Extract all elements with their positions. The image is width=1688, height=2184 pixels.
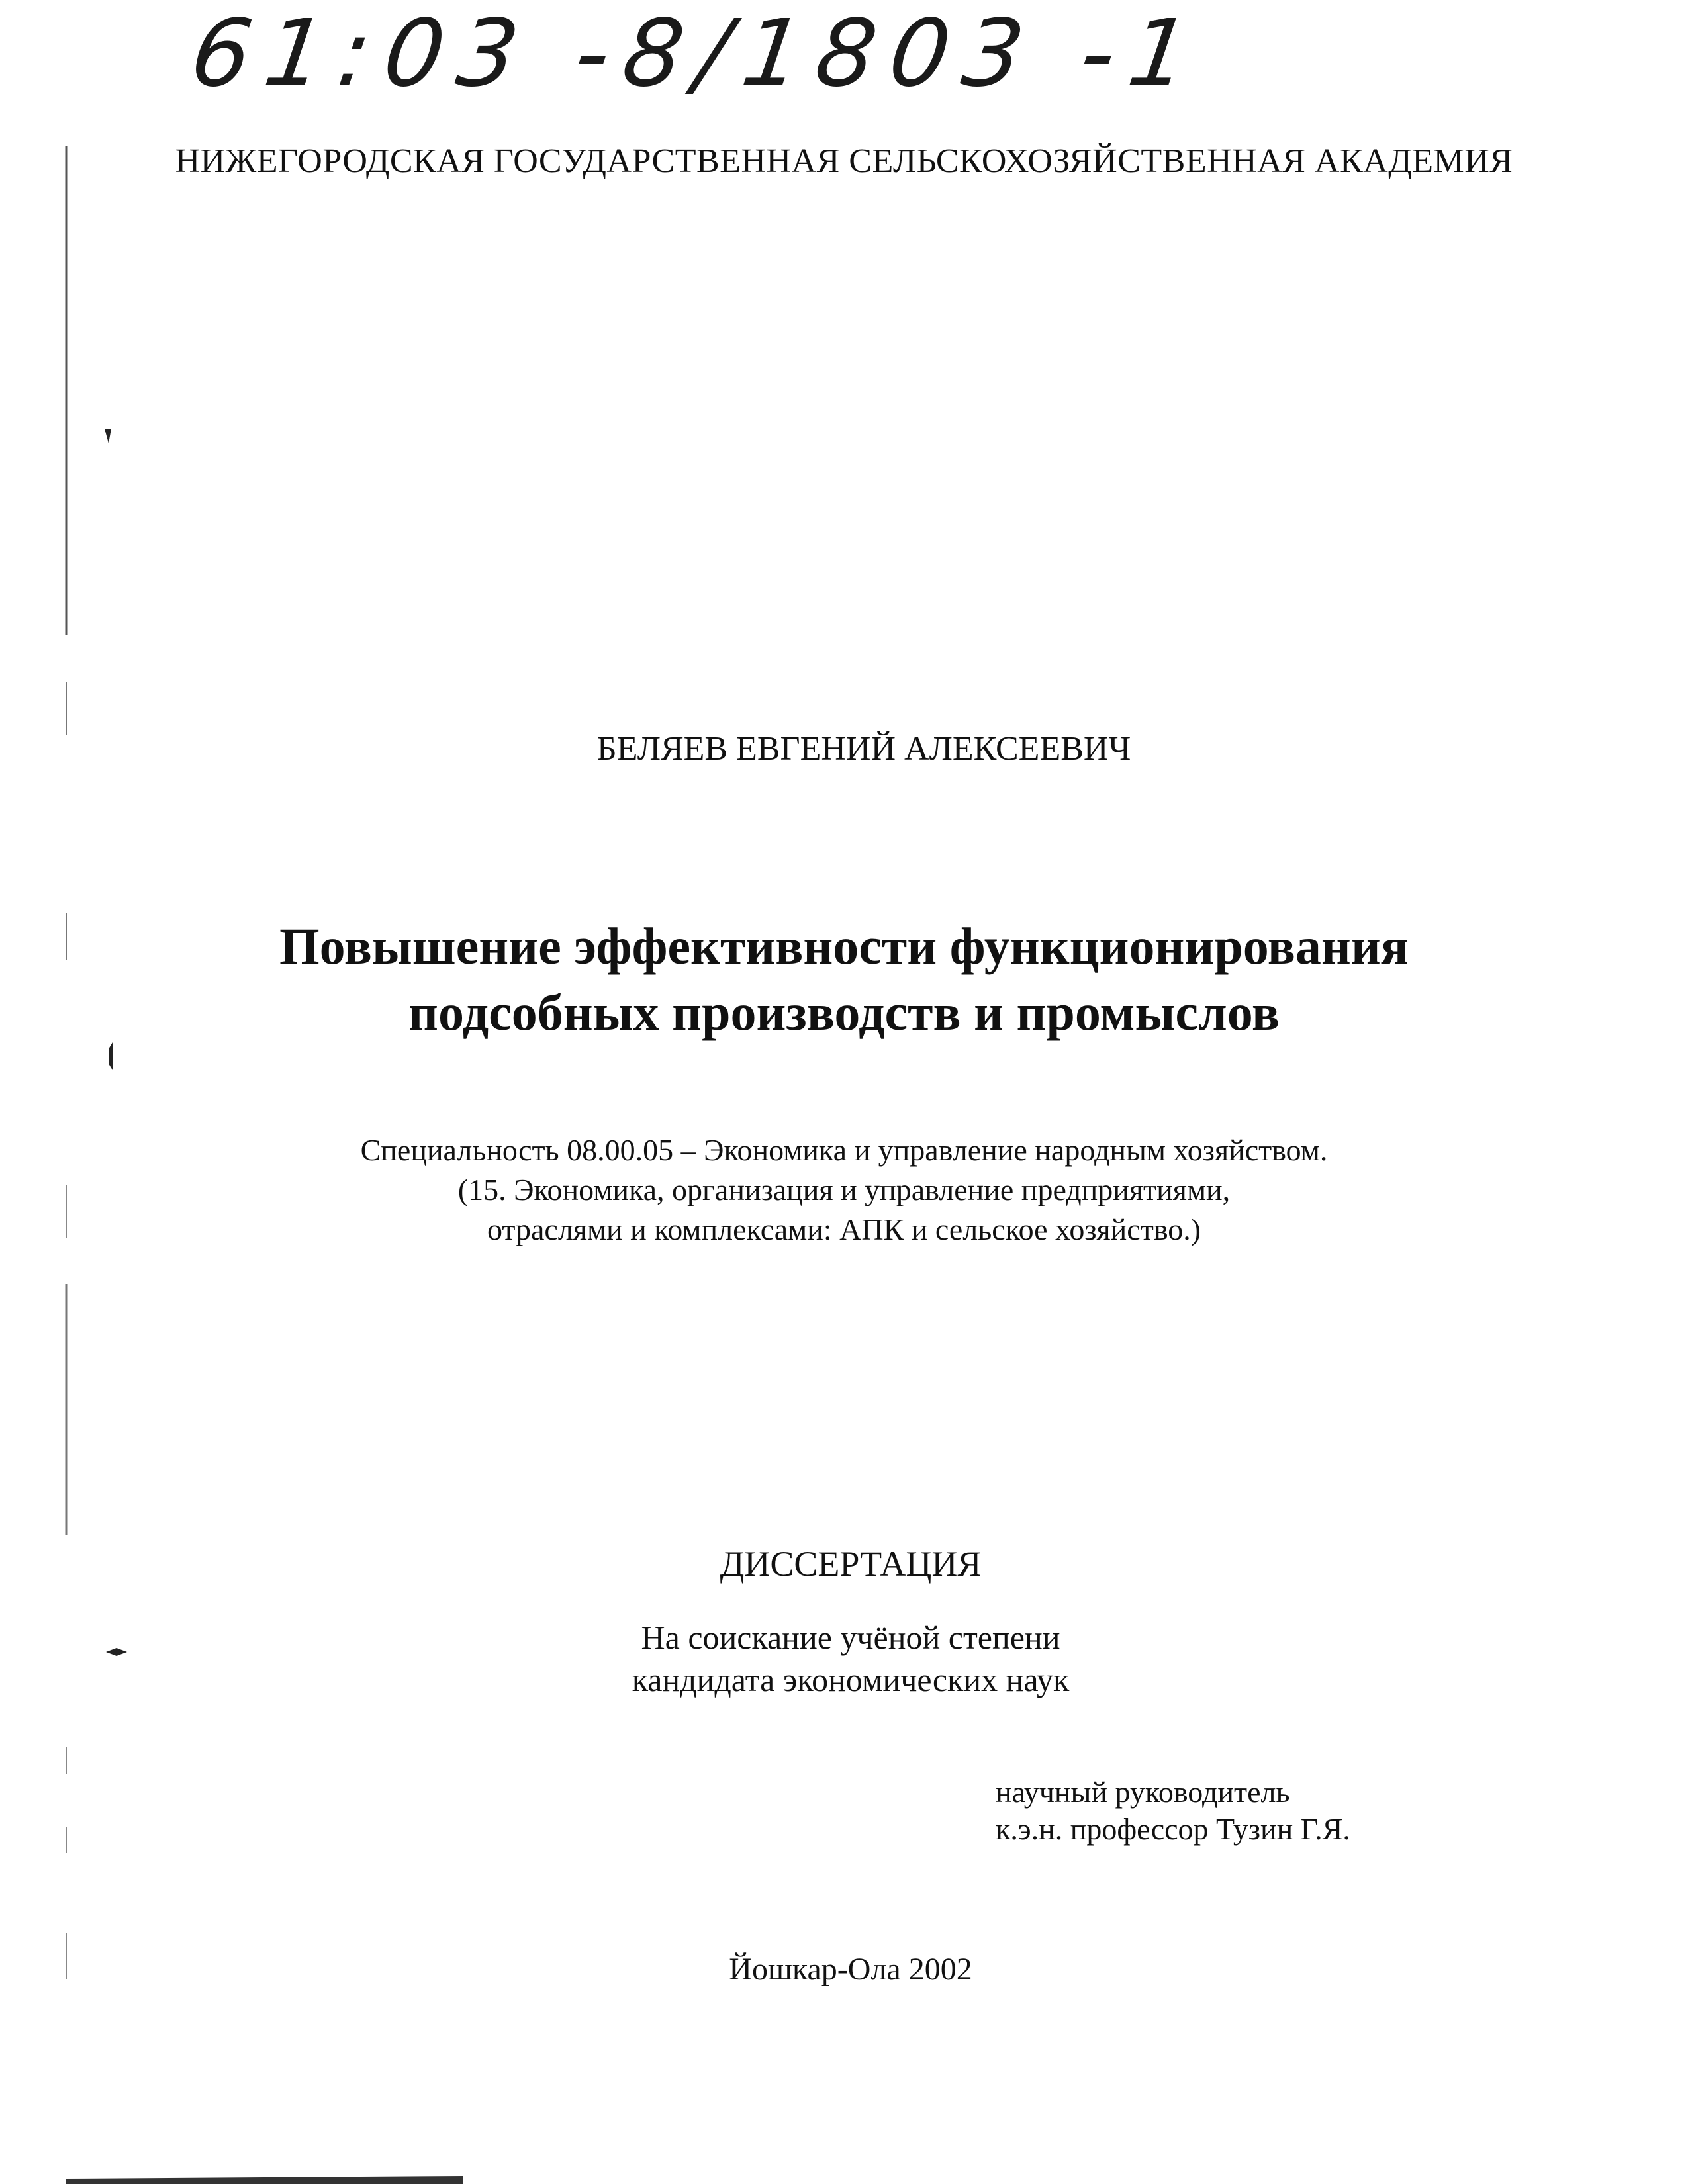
punch-hole-mark bbox=[109, 1042, 113, 1070]
title-line: Повышение эффективности функционирования bbox=[279, 917, 1409, 975]
specialty-block bbox=[0, 1130, 1688, 1250]
degree-block bbox=[7, 1616, 1688, 1701]
degree-line: На соискание учёной степени bbox=[641, 1619, 1060, 1656]
dissertation-title bbox=[0, 913, 1688, 1046]
specialty-line: (15. Экономика, организация и управление предприятиями, bbox=[457, 1173, 1231, 1206]
document-type: ДИССЕРТАЦИЯ bbox=[720, 1544, 982, 1584]
specialty-line: отраслями и комплексами: АПК и сельское хозяйство.) bbox=[487, 1212, 1201, 1246]
title-line: подсобных производств и промыслов bbox=[408, 983, 1280, 1041]
punch-hole-mark bbox=[105, 429, 111, 443]
handwritten-catalog-number: 61:03 -8/1803 -1 bbox=[184, 0, 1211, 108]
author-name: БЕЛЯЕВ ЕВГЕНИЙ АЛЕКСЕЕВИЧ bbox=[596, 730, 1131, 768]
advisor-block bbox=[996, 1774, 1350, 1848]
degree-line: кандидата экономических наук bbox=[632, 1661, 1070, 1698]
bottom-edge-smudge bbox=[66, 2176, 463, 2184]
advisor-name: к.э.н. профессор Тузин Г.Я. bbox=[996, 1812, 1350, 1846]
place-and-year: Йошкар-Ола 2002 bbox=[729, 1952, 972, 1987]
specialty-line: Специальность 08.00.05 – Экономика и управление народным хозяйством. bbox=[360, 1133, 1328, 1167]
advisor-role: научный руководитель bbox=[996, 1775, 1290, 1809]
institution-name: НИЖЕГОРОДСКАЯ ГОСУДАРСТВЕННАЯ СЕЛЬСКОХОЗЯЙСТВЕННАЯ АКАДЕМИЯ bbox=[175, 142, 1513, 180]
